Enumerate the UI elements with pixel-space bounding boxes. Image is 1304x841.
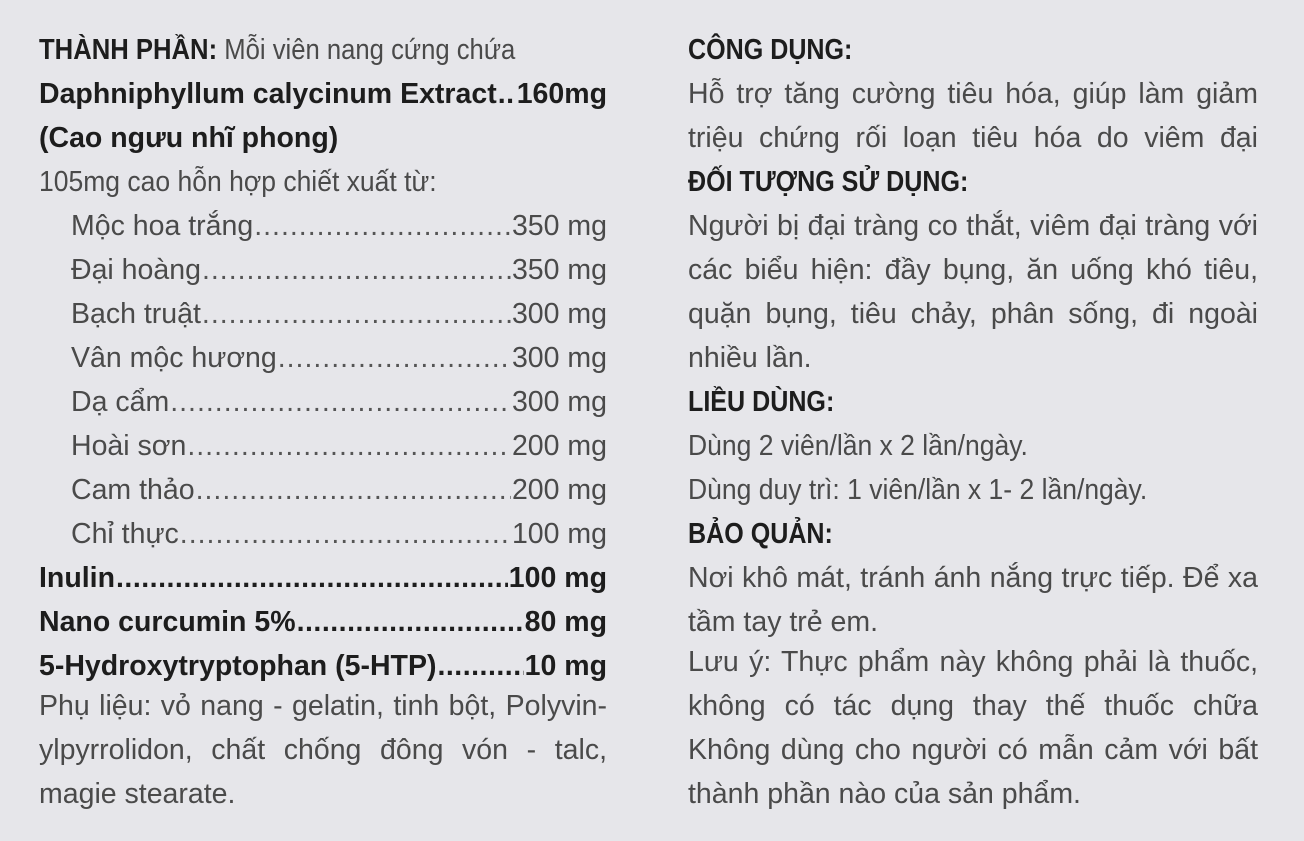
herb-value: 350 mg bbox=[511, 254, 607, 286]
ingredients-header bbox=[39, 28, 550, 72]
leader-dots bbox=[278, 336, 511, 380]
note-line: Lưu ý: Thực phẩm này không phải là thuốc, bbox=[688, 646, 1258, 678]
storage-line: tầm tay trẻ em. bbox=[688, 606, 879, 638]
leader-dots bbox=[437, 644, 523, 688]
storage-line: Nơi khô mát, tránh ánh nắng trực tiếp. Để xa bbox=[688, 562, 1258, 594]
herb-name: Chỉ thực bbox=[71, 518, 179, 550]
herb-value: 350 mg bbox=[511, 210, 607, 242]
herb-value: 200 mg bbox=[511, 430, 607, 462]
herb-row bbox=[71, 248, 607, 292]
ingredients-intro: Mỗi viên nang cứng chứa bbox=[224, 34, 516, 66]
extra-ingredient-row bbox=[39, 556, 607, 600]
herb-row bbox=[71, 424, 607, 468]
uses-heading: CÔNG DỤNG: bbox=[688, 34, 853, 66]
dosage-line: Dùng duy trì: 1 viên/lần x 1- 2 lần/ngày. bbox=[688, 474, 1148, 506]
target-users-line: quặn bụng, tiêu chảy, phân sống, đi ngoài bbox=[688, 298, 1258, 330]
herb-row bbox=[71, 468, 607, 512]
herb-name: Bạch truật bbox=[71, 298, 201, 330]
leader-dots bbox=[116, 556, 508, 600]
herb-value: 300 mg bbox=[511, 298, 607, 330]
target-users-line: các biểu hiện: đầy bụng, ăn uống khó tiêu, bbox=[688, 254, 1258, 286]
target-users-heading: ĐỐI TƯỢNG SỬ DỤNG: bbox=[688, 166, 969, 198]
dosage-line: Dùng 2 viên/lần x 2 lần/ngày. bbox=[688, 430, 1028, 462]
herb-name: Mộc hoa trắng bbox=[71, 210, 254, 242]
leader-dots bbox=[170, 380, 511, 424]
main-extract-value: 160mg bbox=[516, 78, 607, 110]
dosage-heading: LIỀU DÙNG: bbox=[688, 386, 835, 418]
note-line: không có tác dụng thay thế thuốc chữa bbox=[688, 690, 1258, 722]
note-line: thành phần nào của sản phẩm. bbox=[688, 778, 1081, 810]
main-extract-note: (Cao ngưu nhĩ phong) bbox=[39, 122, 339, 154]
main-extract-row bbox=[39, 72, 607, 116]
leader-dots bbox=[187, 424, 511, 468]
extra-ingredient-value: 100 mg bbox=[508, 562, 607, 594]
herb-name: Vân mộc hương bbox=[71, 342, 277, 374]
herb-value: 300 mg bbox=[511, 386, 607, 418]
herb-name: Cam thảo bbox=[71, 474, 195, 506]
herb-name: Hoài sơn bbox=[71, 430, 187, 462]
leader-dots bbox=[202, 292, 511, 336]
ingredients-label: THÀNH PHẦN: bbox=[39, 34, 218, 66]
extra-ingredient-row bbox=[39, 644, 607, 688]
herb-row bbox=[71, 204, 607, 248]
storage-heading: BẢO QUẢN: bbox=[688, 518, 833, 550]
herb-name: Dạ cẩm bbox=[71, 386, 170, 418]
herb-row bbox=[71, 336, 607, 380]
extra-ingredient-row bbox=[39, 600, 607, 644]
herb-row bbox=[71, 380, 607, 424]
main-extract-name: Daphniphyllum calycinum Extract bbox=[39, 78, 497, 110]
herb-value: 300 mg bbox=[511, 342, 607, 374]
leader-dots bbox=[196, 468, 511, 512]
leader-dots bbox=[498, 72, 516, 116]
extra-ingredient-value: 10 mg bbox=[524, 650, 607, 682]
leader-dots bbox=[202, 248, 511, 292]
leader-dots bbox=[254, 204, 511, 248]
uses-line: Hỗ trợ tăng cường tiêu hóa, giúp làm giảm bbox=[688, 78, 1258, 110]
extra-ingredient-name: 5-Hydroxytryptophan (5-HTP) bbox=[39, 650, 437, 682]
herb-name: Đại hoàng bbox=[71, 254, 201, 286]
leader-dots bbox=[297, 600, 524, 644]
extra-ingredient-value: 80 mg bbox=[524, 606, 607, 638]
uses-line: triệu chứng rối loạn tiêu hóa do viêm đại bbox=[688, 122, 1258, 154]
excipients-line: Phụ liệu: vỏ nang - gelatin, tinh bột, Polyvin- bbox=[39, 690, 607, 722]
extra-ingredient-name: Nano curcumin 5% bbox=[39, 606, 296, 638]
target-users-line: Người bị đại tràng co thắt, viêm đại tràng với bbox=[688, 210, 1258, 242]
note-line: Không dùng cho người có mẫn cảm với bất bbox=[688, 734, 1258, 766]
herb-row bbox=[71, 512, 607, 556]
herb-value: 200 mg bbox=[511, 474, 607, 506]
sub-intro: 105mg cao hỗn hợp chiết xuất từ: bbox=[39, 166, 437, 198]
herb-value: 100 mg bbox=[511, 518, 607, 550]
excipients-line: ylpyrrolidon, chất chống đông vón - talc, bbox=[39, 734, 607, 766]
target-users-line: nhiều lần. bbox=[688, 342, 812, 374]
excipients-line: magie stearate. bbox=[39, 778, 236, 810]
extra-ingredient-name: Inulin bbox=[39, 562, 115, 594]
herb-row bbox=[71, 292, 607, 336]
leader-dots bbox=[180, 512, 511, 556]
